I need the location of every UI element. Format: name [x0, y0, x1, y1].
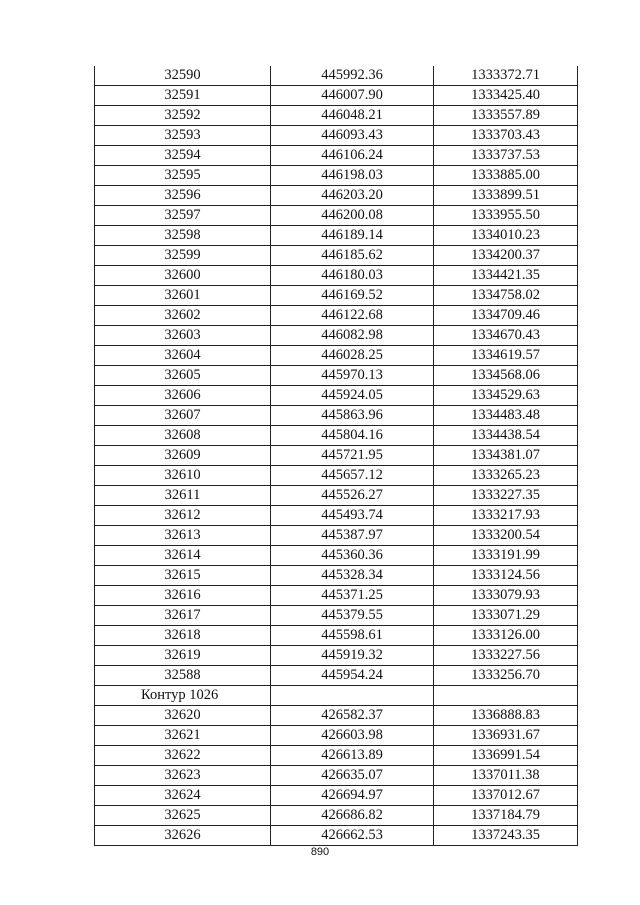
point-number-cell: 32604 [95, 346, 271, 366]
point-number-cell: 32608 [95, 426, 271, 446]
table-row [95, 486, 578, 506]
contour-header-row [95, 686, 578, 706]
table-row [95, 646, 578, 666]
table-row [95, 346, 578, 366]
point-number-cell: 32610 [95, 466, 271, 486]
x-coordinate-cell: 446093.43 [271, 126, 434, 146]
table-row [95, 286, 578, 306]
x-coordinate-cell: 426694.97 [271, 786, 434, 806]
table-row [95, 766, 578, 786]
point-number-cell: 32614 [95, 546, 271, 566]
coordinates-table [94, 66, 578, 846]
y-coordinate-cell: 1336931.67 [434, 726, 578, 746]
x-coordinate-cell: 445657.12 [271, 466, 434, 486]
y-coordinate-cell: 1333079.93 [434, 586, 578, 606]
point-number-cell: 32605 [95, 366, 271, 386]
table-row [95, 526, 578, 546]
table-row [95, 606, 578, 626]
x-coordinate-cell: 446028.25 [271, 346, 434, 366]
point-number-cell: 32602 [95, 306, 271, 326]
y-coordinate-cell: 1333256.70 [434, 666, 578, 686]
y-coordinate-cell: 1336991.54 [434, 746, 578, 766]
point-number-cell: 32588 [95, 666, 271, 686]
point-number-cell: 32595 [95, 166, 271, 186]
y-coordinate-cell: 1333737.53 [434, 146, 578, 166]
point-number-cell: 32622 [95, 746, 271, 766]
page-number: 890 [310, 846, 330, 858]
y-coordinate-cell: 1337011.38 [434, 766, 578, 786]
y-coordinate-cell: 1333557.89 [434, 106, 578, 126]
x-coordinate-cell: 445863.96 [271, 406, 434, 426]
y-coordinate-cell: 1333071.29 [434, 606, 578, 626]
table-row [95, 146, 578, 166]
table-row [95, 706, 578, 726]
point-number-cell: 32611 [95, 486, 271, 506]
x-coordinate-cell: 445387.97 [271, 526, 434, 546]
y-coordinate-cell: 1333899.51 [434, 186, 578, 206]
y-coordinate-cell: 1333885.00 [434, 166, 578, 186]
y-coordinate-cell: 1333955.50 [434, 206, 578, 226]
x-coordinate-cell: 445360.36 [271, 546, 434, 566]
x-coordinate-cell [271, 686, 434, 706]
x-coordinate-cell: 446106.24 [271, 146, 434, 166]
point-number-cell: 32596 [95, 186, 271, 206]
y-coordinate-cell: 1333227.35 [434, 486, 578, 506]
y-coordinate-cell [434, 686, 578, 706]
point-number-cell: 32606 [95, 386, 271, 406]
x-coordinate-cell: 445598.61 [271, 626, 434, 646]
point-number-cell: 32609 [95, 446, 271, 466]
y-coordinate-cell: 1334483.48 [434, 406, 578, 426]
x-coordinate-cell: 445493.74 [271, 506, 434, 526]
point-number-cell: 32619 [95, 646, 271, 666]
y-coordinate-cell: 1334381.07 [434, 446, 578, 466]
table-row [95, 466, 578, 486]
point-number-cell: 32590 [95, 66, 271, 86]
table-row [95, 626, 578, 646]
y-coordinate-cell: 1334709.46 [434, 306, 578, 326]
point-number-cell: 32607 [95, 406, 271, 426]
point-number-cell: 32621 [95, 726, 271, 746]
table-row [95, 446, 578, 466]
table-row [95, 726, 578, 746]
y-coordinate-cell: 1333191.99 [434, 546, 578, 566]
point-number-cell: 32615 [95, 566, 271, 586]
x-coordinate-cell: 426603.98 [271, 726, 434, 746]
point-number-cell: 32618 [95, 626, 271, 646]
table-row [95, 426, 578, 446]
point-number-cell: 32601 [95, 286, 271, 306]
table-row [95, 546, 578, 566]
table-row [95, 166, 578, 186]
y-coordinate-cell: 1337184.79 [434, 806, 578, 826]
table-row [95, 306, 578, 326]
y-coordinate-cell: 1334568.06 [434, 366, 578, 386]
y-coordinate-cell: 1334619.57 [434, 346, 578, 366]
x-coordinate-cell: 446198.03 [271, 166, 434, 186]
x-coordinate-cell: 446082.98 [271, 326, 434, 346]
table-row [95, 666, 578, 686]
table-row [95, 246, 578, 266]
x-coordinate-cell: 426582.37 [271, 706, 434, 726]
table-row [95, 226, 578, 246]
table-row [95, 806, 578, 826]
point-number-cell: 32623 [95, 766, 271, 786]
contour-label: Контур 1026 [95, 686, 271, 706]
table-row [95, 86, 578, 106]
y-coordinate-cell: 1334010.23 [434, 226, 578, 246]
x-coordinate-cell: 445970.13 [271, 366, 434, 386]
y-coordinate-cell: 1333227.56 [434, 646, 578, 666]
point-number-cell: 32598 [95, 226, 271, 246]
y-coordinate-cell: 1337243.35 [434, 826, 578, 846]
table-row [95, 406, 578, 426]
x-coordinate-cell: 445526.27 [271, 486, 434, 506]
x-coordinate-cell: 446185.62 [271, 246, 434, 266]
point-number-cell: 32612 [95, 506, 271, 526]
x-coordinate-cell: 446203.20 [271, 186, 434, 206]
x-coordinate-cell: 445992.36 [271, 66, 434, 86]
y-coordinate-cell: 1334529.63 [434, 386, 578, 406]
x-coordinate-cell: 446048.21 [271, 106, 434, 126]
y-coordinate-cell: 1333703.43 [434, 126, 578, 146]
point-number-cell: 32603 [95, 326, 271, 346]
table-row [95, 786, 578, 806]
y-coordinate-cell: 1333124.56 [434, 566, 578, 586]
y-coordinate-cell: 1334438.54 [434, 426, 578, 446]
point-number-cell: 32594 [95, 146, 271, 166]
x-coordinate-cell: 446122.68 [271, 306, 434, 326]
point-number-cell: 32613 [95, 526, 271, 546]
table-row [95, 746, 578, 766]
x-coordinate-cell: 445379.55 [271, 606, 434, 626]
y-coordinate-cell: 1336888.83 [434, 706, 578, 726]
table-row [95, 826, 578, 846]
table-row [95, 326, 578, 346]
coordinates-table-body [95, 66, 578, 846]
x-coordinate-cell: 426662.53 [271, 826, 434, 846]
x-coordinate-cell: 446189.14 [271, 226, 434, 246]
y-coordinate-cell: 1333265.23 [434, 466, 578, 486]
y-coordinate-cell: 1334421.35 [434, 266, 578, 286]
x-coordinate-cell: 426613.89 [271, 746, 434, 766]
x-coordinate-cell: 445924.05 [271, 386, 434, 406]
point-number-cell: 32626 [95, 826, 271, 846]
point-number-cell: 32591 [95, 86, 271, 106]
y-coordinate-cell: 1337012.67 [434, 786, 578, 806]
x-coordinate-cell: 445328.34 [271, 566, 434, 586]
x-coordinate-cell: 445721.95 [271, 446, 434, 466]
point-number-cell: 32600 [95, 266, 271, 286]
x-coordinate-cell: 426686.82 [271, 806, 434, 826]
point-number-cell: 32599 [95, 246, 271, 266]
x-coordinate-cell: 446169.52 [271, 286, 434, 306]
x-coordinate-cell: 445371.25 [271, 586, 434, 606]
table-row [95, 186, 578, 206]
table-row [95, 386, 578, 406]
point-number-cell: 32592 [95, 106, 271, 126]
y-coordinate-cell: 1334670.43 [434, 326, 578, 346]
point-number-cell: 32624 [95, 786, 271, 806]
x-coordinate-cell: 445919.32 [271, 646, 434, 666]
table-row [95, 266, 578, 286]
table-row [95, 586, 578, 606]
table-row [95, 106, 578, 126]
y-coordinate-cell: 1333126.00 [434, 626, 578, 646]
y-coordinate-cell: 1333217.93 [434, 506, 578, 526]
y-coordinate-cell: 1334200.37 [434, 246, 578, 266]
table-row [95, 366, 578, 386]
point-number-cell: 32593 [95, 126, 271, 146]
y-coordinate-cell: 1334758.02 [434, 286, 578, 306]
y-coordinate-cell: 1333425.40 [434, 86, 578, 106]
y-coordinate-cell: 1333200.54 [434, 526, 578, 546]
point-number-cell: 32616 [95, 586, 271, 606]
y-coordinate-cell: 1333372.71 [434, 66, 578, 86]
x-coordinate-cell: 445954.24 [271, 666, 434, 686]
x-coordinate-cell: 446200.08 [271, 206, 434, 226]
point-number-cell: 32617 [95, 606, 271, 626]
table-row [95, 506, 578, 526]
point-number-cell: 32620 [95, 706, 271, 726]
x-coordinate-cell: 446180.03 [271, 266, 434, 286]
table-row [95, 566, 578, 586]
point-number-cell: 32597 [95, 206, 271, 226]
x-coordinate-cell: 445804.16 [271, 426, 434, 446]
x-coordinate-cell: 446007.90 [271, 86, 434, 106]
point-number-cell: 32625 [95, 806, 271, 826]
table-row [95, 206, 578, 226]
table-row [95, 66, 578, 86]
x-coordinate-cell: 426635.07 [271, 766, 434, 786]
table-row [95, 126, 578, 146]
